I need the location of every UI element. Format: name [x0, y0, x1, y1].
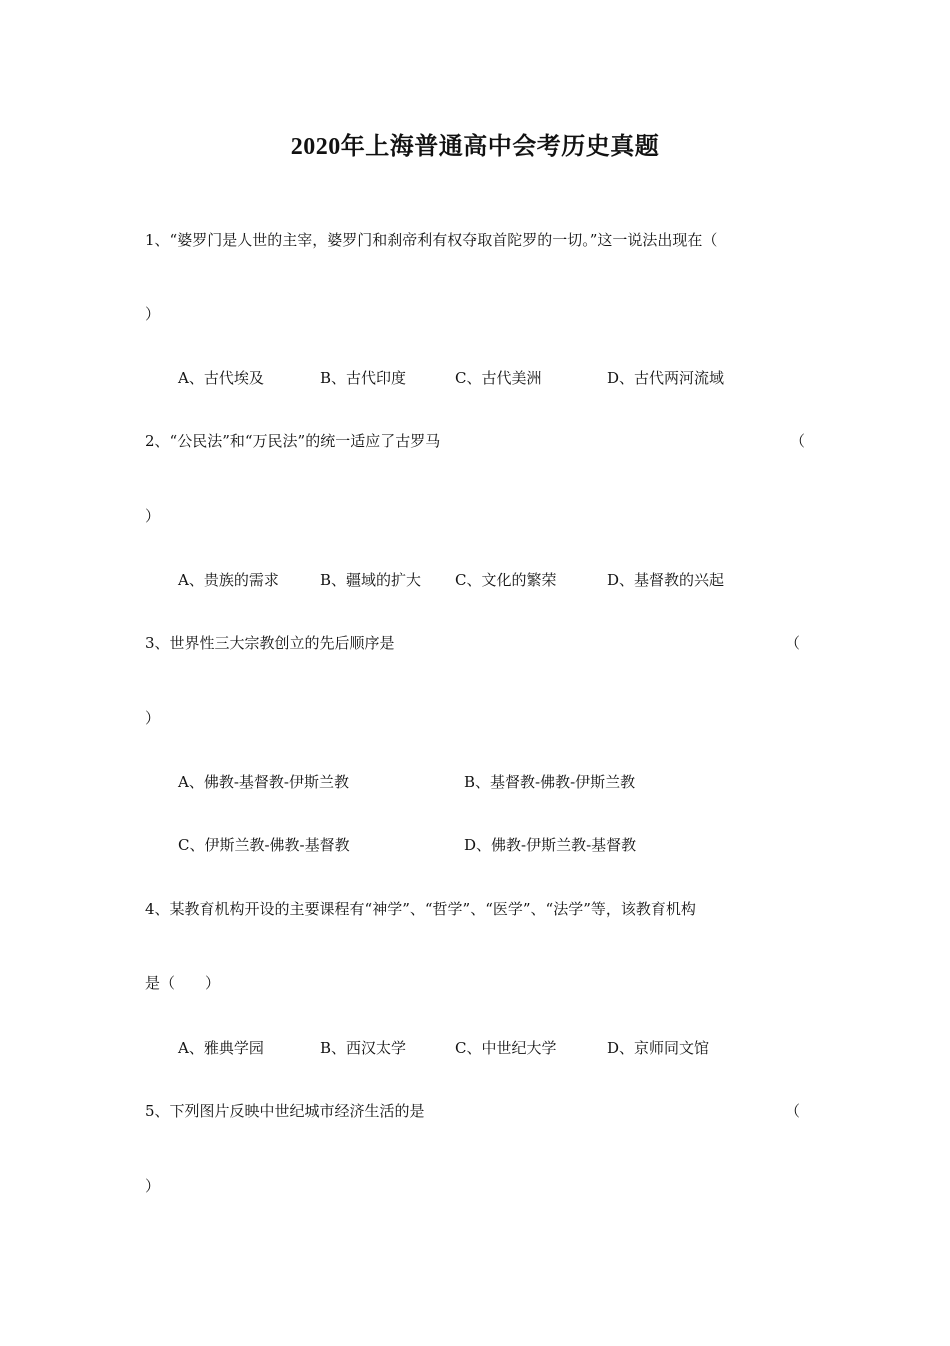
- question-1-stem: 1、“婆罗门是人世的主宰，婆罗门和刹帝利有权夺取首陀罗的一切。”这一说法出现在（: [145, 231, 718, 249]
- question-2-close-paren: ）: [145, 507, 161, 525]
- question-1-option-a: A、古代埃及: [178, 369, 264, 387]
- question-2-stem: 2、“公民法”和“万民法”的统一适应了古罗马: [145, 432, 441, 450]
- question-3-option-a: A、佛教-基督教-伊斯兰教: [178, 773, 349, 791]
- question-4-stem-continued: 是（ ）: [145, 974, 221, 992]
- question-2-option-d: D、基督教的兴起: [607, 571, 725, 589]
- question-3-option-b: B、基督教-佛教-伊斯兰教: [464, 773, 636, 791]
- question-4-option-d: D、京师同文馆: [607, 1039, 710, 1057]
- question-3-open-paren: （: [785, 634, 801, 652]
- question-2-option-b: B、疆域的扩大: [320, 571, 422, 589]
- question-4-option-a: A、雅典学园: [178, 1039, 264, 1057]
- question-3-option-d: D、佛教-伊斯兰教-基督教: [464, 836, 637, 854]
- question-1-close-paren: ）: [145, 305, 161, 323]
- question-4-option-c: C、中世纪大学: [455, 1039, 557, 1057]
- question-3-stem: 3、世界性三大宗教创立的先后顺序是: [145, 634, 395, 652]
- question-2-option-a: A、贵族的需求: [178, 571, 279, 589]
- question-4-option-b: B、西汉太学: [320, 1039, 407, 1057]
- question-2-option-c: C、文化的繁荣: [455, 571, 557, 589]
- question-1-option-d: D、古代两河流域: [607, 369, 725, 387]
- question-3-option-c: C、伊斯兰教-佛教-基督教: [178, 836, 350, 854]
- question-5-stem: 5、下列图片反映中世纪城市经济生活的是: [145, 1102, 425, 1120]
- page-title: 2020年上海普通高中会考历史真题: [290, 134, 660, 160]
- question-5-close-paren: ）: [145, 1177, 161, 1195]
- question-4-stem: 4、某教育机构开设的主要课程有“神学”、“哲学”、“医学”、“法学”等，该教育机构: [145, 900, 696, 918]
- question-1-option-c: C、古代美洲: [455, 369, 542, 387]
- question-5-open-paren: （: [785, 1102, 801, 1120]
- question-2-open-paren: （: [790, 432, 806, 450]
- question-1-option-b: B、古代印度: [320, 369, 407, 387]
- question-3-close-paren: ）: [145, 709, 161, 727]
